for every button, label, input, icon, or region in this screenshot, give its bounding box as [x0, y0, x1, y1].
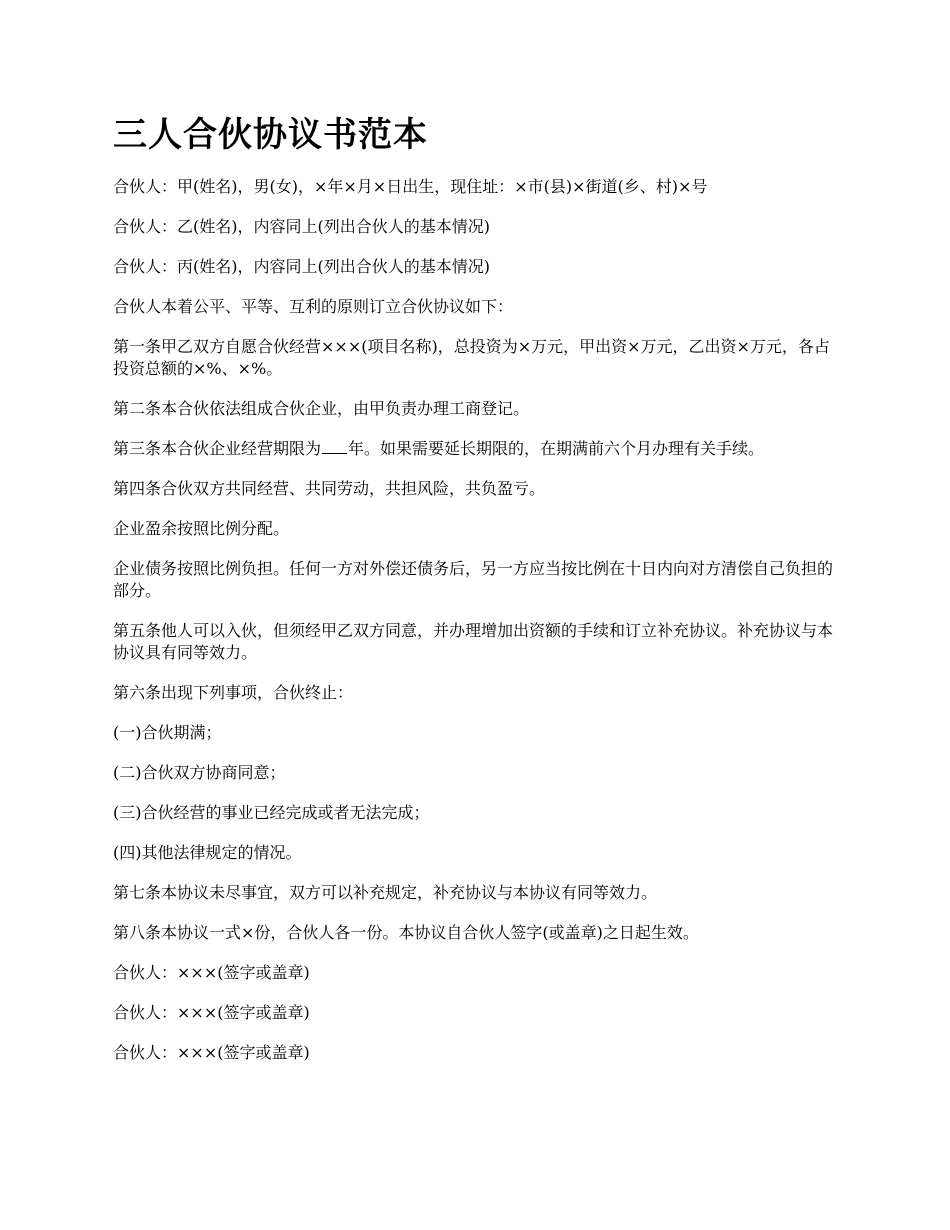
termination-item-2: (二)合伙双方协商同意； — [113, 763, 286, 782]
signature-line-1: 合伙人：×××(签字或盖章) — [113, 963, 310, 982]
preamble: 合伙人本着公平、平等、互利的原则订立合伙协议如下： — [113, 297, 514, 316]
partner-a-info: 合伙人：甲(姓名)，男(女)，×年×月×日出生，现住址：×市(县)×街道(乡、村)×号 — [113, 177, 708, 196]
article-1: 第一条甲乙双方自愿合伙经营×××(项目名称)，总投资为×万元，甲出资×万元，乙出资×万元，各占投资总额的×%、×%。 — [113, 337, 830, 378]
signature-line-3: 合伙人：×××(签字或盖章) — [113, 1043, 310, 1062]
article-3 — [113, 438, 841, 460]
surplus-clause: 企业盈余按照比例分配。 — [113, 519, 290, 538]
article-7: 第七条本协议未尽事宜，双方可以补充规定，补充协议与本协议有同等效力。 — [113, 883, 658, 902]
partner-b-info: 合伙人：乙(姓名)，内容同上(列出合伙人的基本情况) — [113, 217, 490, 236]
article-2: 第二条本合伙依法组成合伙企业，由甲负责办理工商登记。 — [113, 399, 530, 418]
partner-c-info: 合伙人：丙(姓名)，内容同上(列出合伙人的基本情况) — [113, 257, 490, 276]
article-6: 第六条出现下列事项，合伙终止： — [113, 683, 354, 702]
termination-item-3: (三)合伙经营的事业已经完成或者无法完成； — [113, 803, 430, 822]
page-title: 三人合伙协议书范本 — [113, 115, 428, 155]
termination-item-1: (一)合伙期满； — [113, 723, 222, 742]
article-4: 第四条合伙双方共同经营、共同劳动，共担风险，共负盈亏。 — [113, 479, 546, 498]
article-5: 第五条他人可以入伙，但须经甲乙双方同意，并办理增加出资额的手续和订立补充协议。补充协议与本协议具有同等效力。 — [113, 621, 834, 662]
signature-line-2: 合伙人：×××(签字或盖章) — [113, 1003, 310, 1022]
article-8: 第八条本协议一式×份，合伙人各一份。本协议自合伙人签字(或盖章)之日起生效。 — [113, 923, 699, 942]
term-blank-line — [322, 439, 347, 454]
debt-clause: 企业债务按照比例负担。任何一方对外偿还债务后，另一方应当按比例在十日内向对方清偿自己负担的部分。 — [113, 559, 834, 600]
article-3-text-after: 年。如果需要延长期限的，在期满前六个月办理有关手续。 — [348, 439, 765, 458]
termination-item-4: (四)其他法律规定的情况。 — [113, 843, 302, 862]
article-3-text-before: 第三条本合伙企业经营期限为 — [113, 439, 322, 458]
